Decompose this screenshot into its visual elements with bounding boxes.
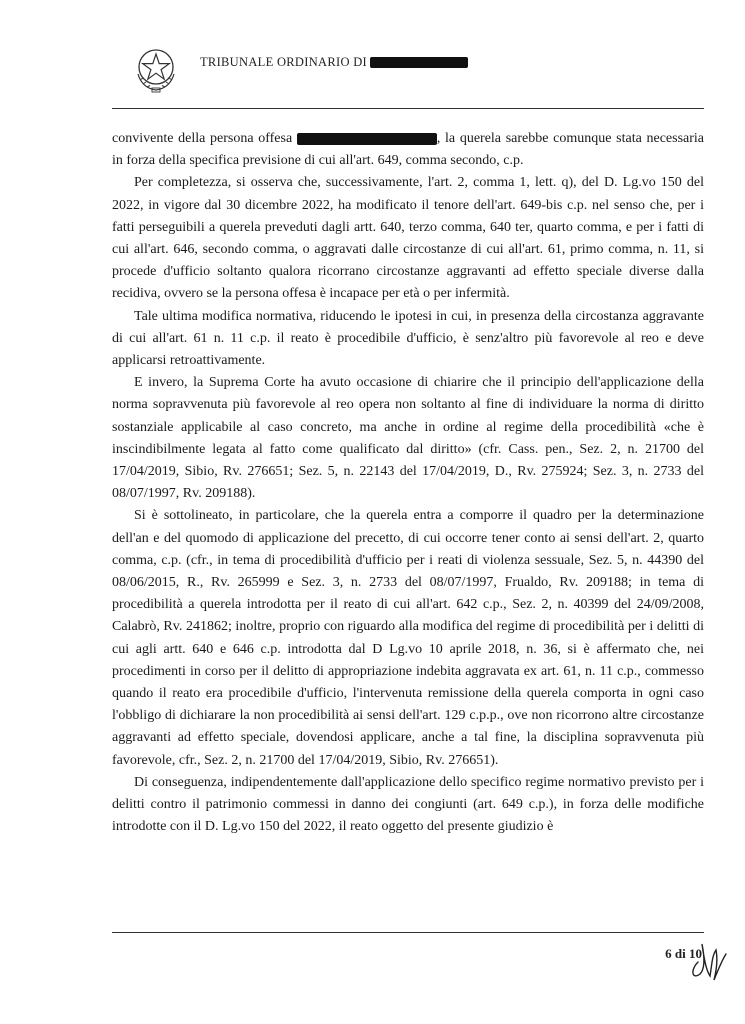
paragraph: E invero, la Suprema Corte ha avuto occasione di chiarire che il principio dell'applicazione della norma sopravvenuta più favorevole al reo opera non soltanto al fine di individuare la norma di diritto sostanziale applicabile al caso concreto, ma anche in ordine al regime della procedibilità «che è inscindibilmente legata al fatto come qualificato dal diritto» (cfr. Cass. pen., Sez. 2, n. 21700 del 17/04/2019, Sibio, Rv. 276651; Sez. 5, n. 22143 del 17/04/2019, D., Rv. 275924; Sez. 3, n. 2733 del 08/07/1997, Rv. 209188).	[112, 375, 704, 502]
court-header	[200, 55, 468, 70]
paragraph: Tale ultima modifica normativa, riducendo le ipotesi in cui, in presenza della circostanza aggravante di cui all'art. 61 n. 11 c.p. il reato è procedibile d'ufficio, è senz'altro più favorevole al reo e deve applicarsi retroattivamente.	[112, 308, 704, 369]
signature-initials	[688, 924, 730, 984]
page-number: 6 di 10	[665, 946, 702, 961]
footer-divider	[112, 932, 704, 933]
document-body	[112, 128, 704, 839]
paragraph: Di conseguenza, indipendentemente dall'applicazione dello specifico regime normativo previsto per i delitti contro il patrimonio commessi in danno dei congiunti (art. 649 c.p.), in forza delle modifiche introdotte con il D. Lg.vo 150 del 2022, il reato oggetto del presente giudizio è	[112, 774, 704, 835]
paragraph-text: convivente della persona offesa	[112, 131, 293, 146]
redacted-name	[297, 133, 437, 145]
paragraph-continuation	[112, 128, 704, 172]
court-title: TRIBUNALE ORDINARIO DI	[200, 55, 368, 69]
paragraph-text: , la querela sarebbe comunque stata necessaria in forza della specifica previsione di cui all'art. 649, comma secondo, c.p.	[112, 131, 704, 169]
header-divider	[112, 108, 704, 109]
italian-republic-emblem-icon	[132, 44, 180, 94]
paragraph: Si è sottolineato, in particolare, che la querela entra a comporre il quadro per la determinazione dell'an e del quomodo di applicazione del precetto, di cui occorre tener conto ai sensi dell'art. 2, quarto comma, c.p. (cfr., in tema di procedibilità d'ufficio per i reati di violenza sessuale, Sez. 5, n. 44390 del 08/06/2015, R., Rv. 265999 e Sez. 3, n. 2733 del 08/07/1997, Frualdo, Rv. 209188; in tema di procedibilità a querela introdotta per il reato di cui all'art. 642 c.p., Sez. 2, n. 40399 del 24/09/2008, Calabrò, Rv. 241862; inoltre, proprio con riguardo alla modifica del regime di procedibilità per i delitti di cui agli artt. 640 e 646 c.p. introdotta dal D Lg.vo 10 aprile 2018, n. 36, si è affermato che, nei procedimenti in corso per il delitto di appropriazione indebita aggravata ex art. 61, n. 11 c.p., commesso quando il reato era procedibile d'ufficio, l'intervenuta remissione della querela comporta in ogni caso l'obbligo di dichiarare la non procedibilità ai sensi dell'art. 129 c.p.p., ove non ricorrono altre circostanze aggravanti ad effetto speciale, dovendosi applicare, anche a tal fine, la disciplina sopravvenuta più favorevole, cfr., Sez. 2, n. 21700 del 17/04/2019, Sibio, Rv. 276651).	[112, 508, 704, 768]
paragraph: Per completezza, si osserva che, successivamente, l'art. 2, comma 1, lett. q), del D. Lg.vo 150 del 2022, in vigore dal 30 dicembre 2022, ha modificato il tenore dell'art. 649-bis c.p. nel senso che, per i fatti perseguibili a querela preveduti dagli artt. 640, terzo comma, 640 ter, quarto comma, e per i fatti di cui all'art. 646, secondo comma, o aggravati dalle circostanze di cui all'art. 61, primo comma, n. 11, si procede d'ufficio soltanto qualora ricorrano circostanze aggravanti ad effetto speciale diverse dalla recidiva, ovvero se la persona offesa è incapace per età o per infermità.	[112, 175, 704, 302]
redacted-court-name	[370, 57, 468, 68]
